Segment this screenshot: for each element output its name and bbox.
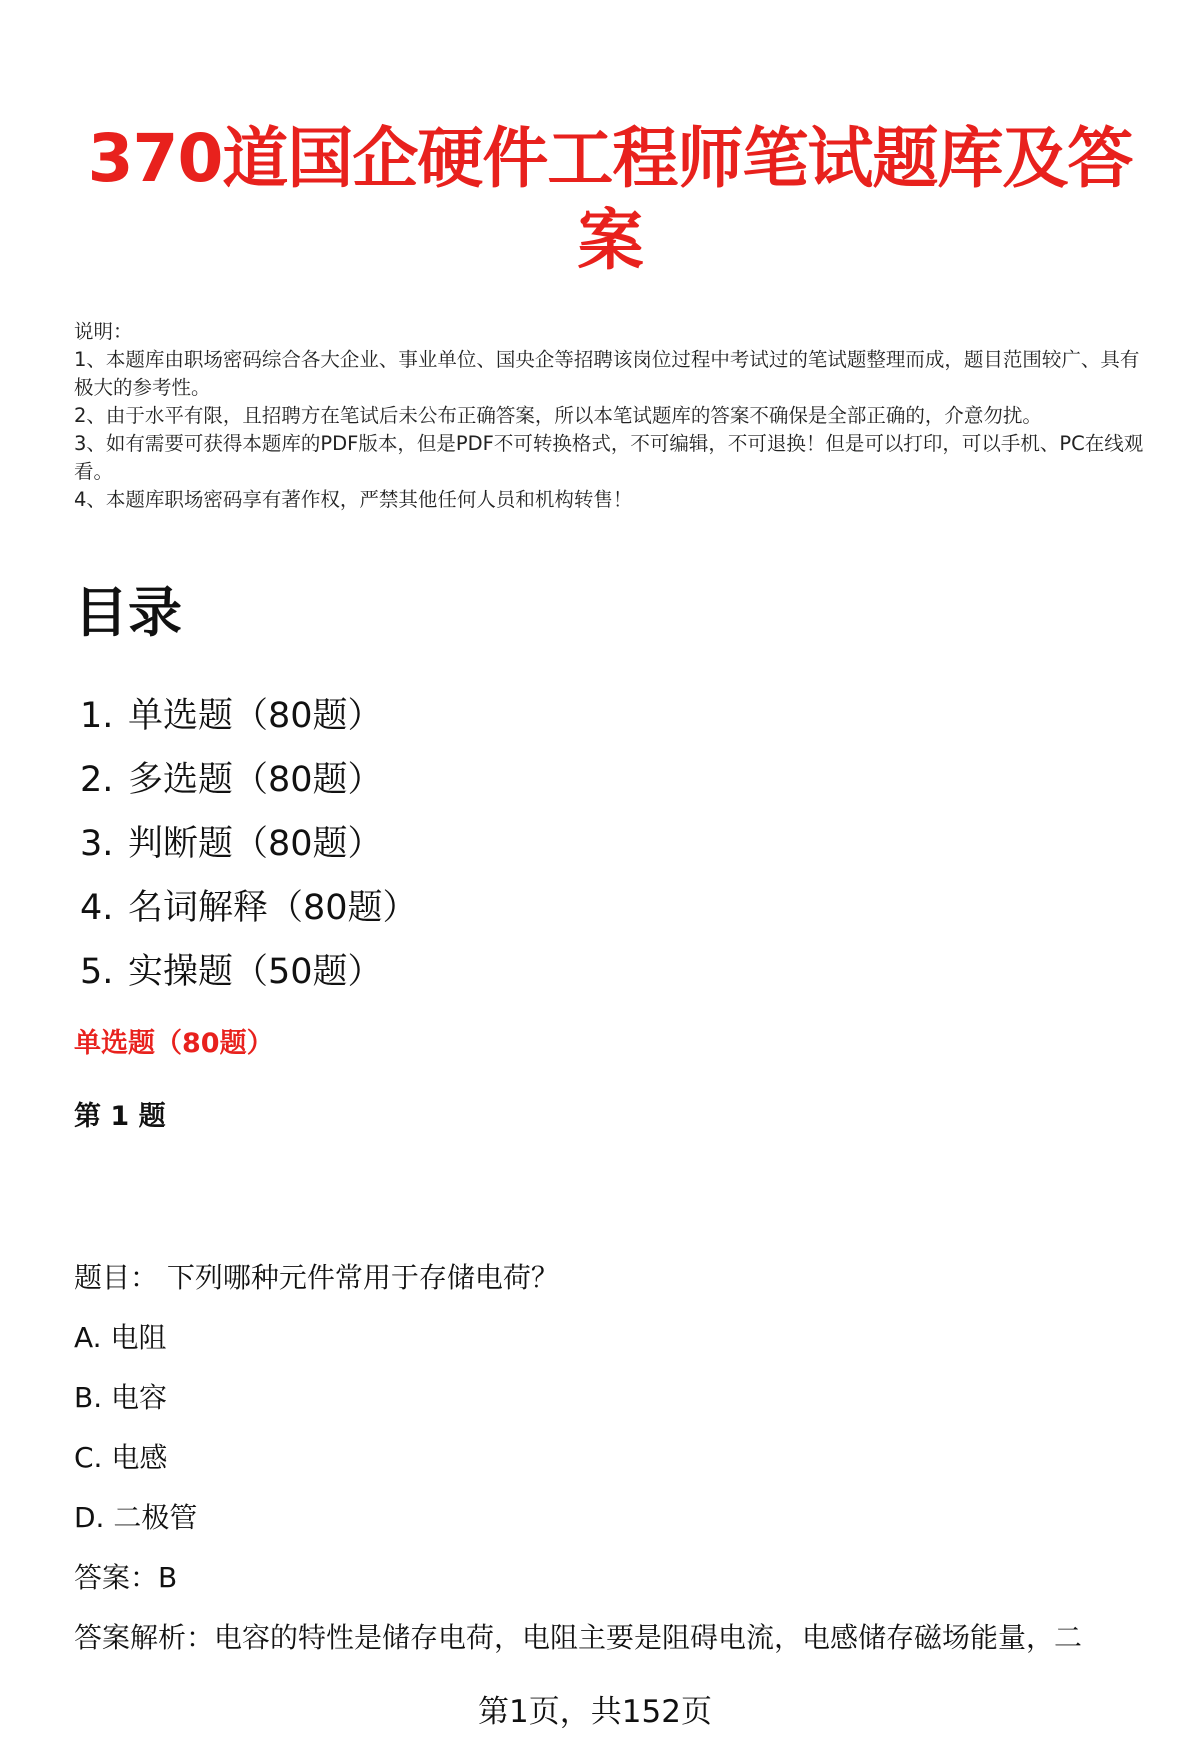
toc-item-number: 5. xyxy=(80,952,114,992)
question-option: C. 电感 xyxy=(74,1441,168,1474)
toc-item-label: 名词解释（80题） xyxy=(128,888,418,928)
intro-item: 1、本题库由职场密码综合各大企业、事业单位、国央企等招聘该岗位过程中考试过的笔试题整理而成，题目范围较广、具有极大的参考性。 xyxy=(74,348,1140,399)
intro-item: 2、由于水平有限，且招聘方在笔试后未公布正确答案，所以本笔试题库的答案不确保是全部正确的，介意勿扰。 xyxy=(74,404,1042,427)
toc-item[interactable] xyxy=(80,748,418,812)
question-block xyxy=(74,1248,1164,1668)
toc-item-label: 单选题（80题） xyxy=(128,696,383,736)
question-option: B. 电容 xyxy=(74,1381,168,1414)
toc-item[interactable] xyxy=(80,684,418,748)
toc-item-number: 1. xyxy=(80,696,114,736)
question-explanation: 答案解析：电容的特性是储存电荷，电阻主要是阻碍电流，电感储存磁场能量，二 xyxy=(74,1621,1083,1654)
toc-item[interactable] xyxy=(80,812,418,876)
page-footer: 第1页，共152页 xyxy=(478,1694,712,1730)
toc-item-label: 实操题（50题） xyxy=(128,952,383,992)
toc-item-label: 多选题（80题） xyxy=(128,760,383,800)
section-title: 单选题（80题） xyxy=(74,1028,274,1059)
intro-heading: 说明： xyxy=(74,320,133,343)
toc-item-label: 判断题（80题） xyxy=(128,824,383,864)
toc-item[interactable] xyxy=(80,876,418,940)
intro-item: 3、如有需要可获得本题库的PDF版本，但是PDF不可转换格式，不可编辑，不可退换！但是可以打印，可以手机、PC在线观看。 xyxy=(74,432,1144,483)
table-of-contents xyxy=(80,684,418,1004)
toc-heading: 目录 xyxy=(74,581,182,644)
question-option: D. 二极管 xyxy=(74,1501,198,1534)
toc-item[interactable] xyxy=(80,940,418,1004)
intro-notes xyxy=(74,318,1154,514)
question-answer: 答案：B xyxy=(74,1561,178,1594)
intro-item: 4、本题库职场密码享有著作权，严禁其他任何人员和机构转售！ xyxy=(74,488,633,511)
toc-item-number: 3. xyxy=(80,824,114,864)
document-title: 370道国企硬件工程师笔试题库及答案 xyxy=(87,120,1133,279)
question-stem: 题目： 下列哪种元件常用于存储电荷？ xyxy=(74,1261,559,1294)
toc-item-number: 4. xyxy=(80,888,114,928)
question-option: A. 电阻 xyxy=(74,1321,167,1354)
toc-item-number: 2. xyxy=(80,760,114,800)
question-number: 第 1 题 xyxy=(74,1101,166,1132)
